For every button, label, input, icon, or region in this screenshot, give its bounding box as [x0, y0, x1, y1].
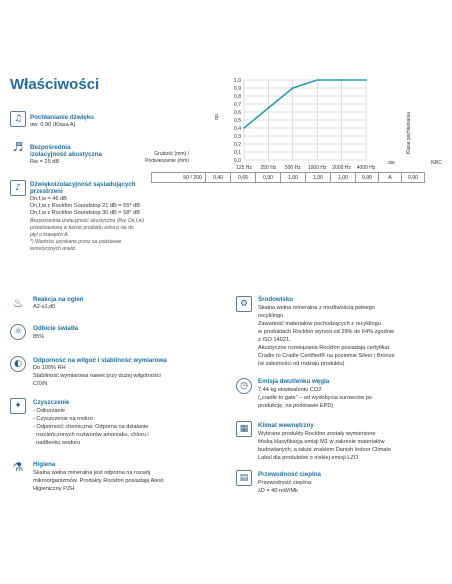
- y-tick-label: 0,4: [234, 125, 241, 132]
- environment-line: (w zależności od rodzaju produktu): [258, 361, 345, 367]
- environment-line: Zawartość materiałów pochodzących z recyklingu: [258, 321, 381, 327]
- flanking-note: *) Wartości uzyskane przez na podstawie: [30, 239, 122, 245]
- humidity-heading: Odporność na wilgoć i stabilność wymiarowa: [33, 357, 167, 364]
- light-heading: Odbicie światła: [33, 325, 79, 332]
- y-tick-label: 0,5: [234, 117, 241, 124]
- flanking-note: Bezpośrednia izolacyjność akustyczna (Rw, Dn,f,w): [30, 218, 144, 224]
- data-point: [316, 79, 318, 81]
- flanking-note: teoretycznych analiz.: [30, 246, 77, 252]
- hygiene-icon: ⚗: [10, 460, 26, 476]
- y-tick-label: 0,2: [234, 141, 241, 148]
- co2-heading: Emisja dwutlenku węgla: [258, 378, 330, 385]
- co2-line: („cradle to gate" – od wydobycia surowców po: [258, 395, 372, 401]
- table-cell: 1,00: [306, 173, 331, 183]
- data-point: [268, 107, 270, 109]
- thermal-icon: ▤: [236, 470, 252, 486]
- sound-insulation-heading-2: izolacyjność akustyczna: [30, 151, 102, 158]
- environment-line: z ISO 14021.: [258, 337, 291, 343]
- climate-line: Wybrane produkty Rockfon zostały wymienione: [258, 431, 376, 437]
- climate-line: fińską klasyfikacją emisji M1 w zakresie materiałów: [258, 439, 385, 445]
- data-point: [365, 79, 367, 81]
- data-point: [243, 127, 245, 129]
- co2-line: 7,44 kg ekwiwalentu CO2: [258, 387, 322, 393]
- table-cell: 0,90: [356, 173, 379, 183]
- table-cell: 0,65: [231, 173, 256, 183]
- thermal-line: Przewodność cieplna:: [258, 480, 313, 486]
- co2-icon: ◷: [236, 378, 252, 394]
- flanking-line: Dn,f,w = 46 dB: [30, 196, 67, 202]
- environment-line: recyklingu: [258, 313, 284, 319]
- hygiene-line: Higieniczny PZH: [33, 486, 75, 492]
- cleaning-line: - Odporność chemiczna: Odporna na działanie: [33, 424, 149, 430]
- chart-ylabel: αp: [213, 114, 220, 120]
- x-tick-label: 1000 Hz: [307, 165, 327, 171]
- climate-icon: ▦: [236, 421, 252, 437]
- cleaning-line: rozcieńczonych roztworów amoniaku, chloru i: [33, 432, 149, 438]
- flanking-transmission-icon: ♪: [10, 180, 26, 196]
- climate-line: budowlanych, a także znakiem Danish Indoor Climate: [258, 447, 392, 453]
- flanking-heading-1: Dźwiękoizolacyjność sąsiadujących: [30, 181, 136, 188]
- table-row: [152, 173, 425, 183]
- sound-absorption-heading: Pochłanianie dźwięku: [30, 114, 94, 121]
- alpha-w-header: αw: [388, 160, 395, 166]
- nrc-header: NRC: [431, 160, 442, 166]
- light-bulb-icon: ☼: [10, 324, 26, 340]
- flanking-note: płyt o krawędzi A.: [30, 232, 69, 238]
- climate-heading: Klimat wewnętrzny: [258, 422, 314, 429]
- y-tick-label: 0,7: [234, 101, 241, 108]
- table-cell: 0,90: [256, 173, 281, 183]
- co2-line: produkcję, na podstawie EPD): [258, 403, 334, 409]
- table-cell: 1,00: [331, 173, 356, 183]
- data-point: [292, 87, 294, 89]
- y-tick-label: 0,8: [234, 93, 241, 100]
- humidity-icon: ◐: [10, 356, 26, 372]
- y-tick-label: 0,0: [234, 157, 241, 164]
- sound-absorption-value: αw: 0,90 (Klasa A): [30, 122, 76, 128]
- y-tick-label: 0,9: [234, 85, 241, 92]
- environment-line: Cradle to Cradle Certified® na poziomie Silver i Bronze: [258, 353, 395, 359]
- absorption-table: [151, 172, 425, 183]
- table-cell: 0,40: [206, 173, 231, 183]
- cleaning-heading: Czyszczenie: [33, 399, 70, 406]
- cleaning-line: - Odkurzanie: [33, 408, 66, 414]
- x-tick-label: 125 Hz: [236, 165, 252, 171]
- page-title: Właściwości: [10, 76, 100, 93]
- table-cell: 0,90: [402, 173, 425, 183]
- table-row-header: Grubość (mm) /: [154, 151, 189, 157]
- environment-line: w produktach Rockfon wynosi od 29% do 64% zgodnie: [258, 329, 395, 335]
- x-tick-label: 4000 Hz: [356, 165, 376, 171]
- flanking-heading-2: przestrzeni: [30, 188, 63, 195]
- sound-insulation-value: Rw = 25 dB: [30, 159, 60, 165]
- absorption-chart-svg: [220, 76, 450, 176]
- y-tick-label: 0,1: [234, 149, 241, 156]
- sound-insulation-icon: ♬: [10, 140, 26, 156]
- thermal-heading: Przewodność cieplna: [258, 471, 321, 478]
- cleaning-line: - Czyszczenie na mokro: [33, 416, 93, 422]
- fire-value: A2-s1,d0: [33, 304, 56, 310]
- table-cell: A: [379, 173, 402, 183]
- x-tick-label: 2000 Hz: [332, 165, 351, 171]
- y-tick-label: 1,0: [234, 77, 241, 84]
- cleaning-icon: ✦: [10, 398, 26, 414]
- climate-line: Label dla produktów o niskiej emisji LZO: [258, 455, 359, 461]
- environment-line: Akustyczne rozwiązania Rockfon posiadają certyfikat: [258, 345, 390, 351]
- hygiene-line: Skalna wełna mineralna jest odporna na rozwój: [33, 470, 151, 476]
- table-row-header: Podwieszenie (mm): [145, 158, 189, 164]
- humidity-line: Stabilność wymiarowa nawet przy dużej wilgotności: [33, 373, 161, 379]
- table-cell: 50 / 200: [152, 173, 206, 183]
- flanking-line: Dn,f,w z Rockfon Soundstop 21 dB = 55* dB: [30, 203, 140, 209]
- light-value: 85%: [33, 334, 45, 340]
- sound-insulation-heading-1: Bezpośrednia: [30, 144, 71, 151]
- flame-icon: ♨: [10, 296, 26, 312]
- hygiene-heading: Higiena: [33, 461, 56, 468]
- flanking-line: Dn,f,w z Rockfon Soundstop 30 dB = 58* dB: [30, 210, 140, 216]
- humidity-line: C/0/N: [33, 381, 48, 387]
- y-tick-label: 0,6: [234, 109, 241, 116]
- table-cell: 1,00: [281, 173, 306, 183]
- data-point: [341, 79, 343, 81]
- sound-absorption-icon: ♫: [10, 111, 26, 127]
- x-tick-label: 500 Hz: [284, 165, 301, 171]
- absorption-class-header: Klasa pochłaniania: [405, 112, 412, 154]
- y-tick-label: 0,3: [234, 133, 241, 140]
- thermal-line: λD = 40 mW/Mk: [258, 488, 298, 494]
- absorption-chart: [220, 76, 450, 186]
- fire-heading: Reakcja na ogień: [33, 296, 84, 303]
- x-tick-label: 250 Hz: [260, 165, 277, 171]
- humidity-line: Do 100% RH: [33, 365, 66, 371]
- environment-line: Skalna wełna mineralna z możliwością pełnego: [258, 305, 375, 311]
- environment-heading: Środowisko: [258, 296, 294, 303]
- flanking-note: przedstawiona w karcie produktu odnosi się do: [30, 225, 134, 231]
- environment-icon: ⚙: [236, 296, 252, 312]
- hygiene-line: mikroorganizmów. Produkty Rockfon posiadają Atest: [33, 478, 164, 484]
- cleaning-line: nadtlenku wodoru: [33, 440, 81, 446]
